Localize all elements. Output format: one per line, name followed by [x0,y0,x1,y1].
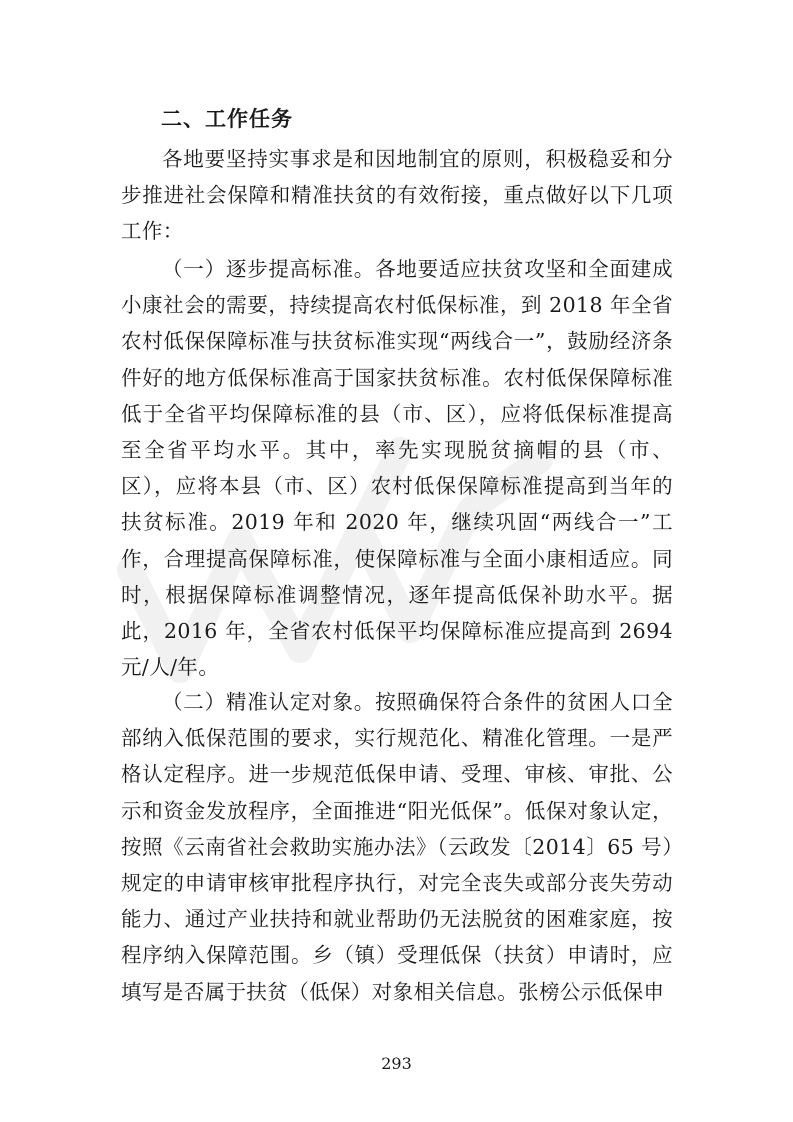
section-heading: 二、工作任务 [161,107,293,131]
page-number: 293 [381,1054,412,1073]
paragraph-raise-standards: （一）逐步提高标准。各地要适应扶贫攻坚和全面建成小康社会的需要，持续提高农村低保标准，到 2018 年全省农村低保保障标准与扶贫标准实现“两线合一”，鼓励经济条件好的地方低保标准高于国家扶贫标准。农村低保保障标准低于全省平均保障标准的县（市、区），应将低保标准提高至全省平均水平。其中，率先实现脱贫摘帽的县（市、区），应将本县（市、区）农村低保保障标准提高到当年的扶贫标准。2019 年和 2020 年，继续巩固“两线合一”工作，合理提高保障标准，使保障标准与全面小康相适应。同时，根据保障标准调整情况，逐年提高低保补助水平。据此，2016 年，全省农村低保平均保障标准应提高到 2694 元/人/年。 [121,257,673,680]
paragraph-intro: 各地要坚持实事求是和因地制宜的原则，积极稳妥和分步推进社会保障和精准扶贫的有效衔接，重点做好以下几项工作： [121,147,673,244]
paragraph-identify-targets: （二）精准认定对象。按照确保符合条件的贫困人口全部纳入低保范围的要求，实行规范化、精准化管理。一是严格认定程序。进一步规范低保申请、受理、审核、审批、公示和资金发放程序，全面推进“阳光低保”。低保对象认定，按照《云南省社会救助实施办法》（云政发〔2014〕65 号）规定的申请审核审批程序执行，对完全丧失或部分丧失劳动能力、通过产业扶持和就业帮助仍无法脱贫的困难家庭，按程序纳入保障范围。乡（镇）受理低保（扶贫）申请时，应填写是否属于扶贫（低保）对象相关信息。张榜公示低保申 [121,690,673,1004]
